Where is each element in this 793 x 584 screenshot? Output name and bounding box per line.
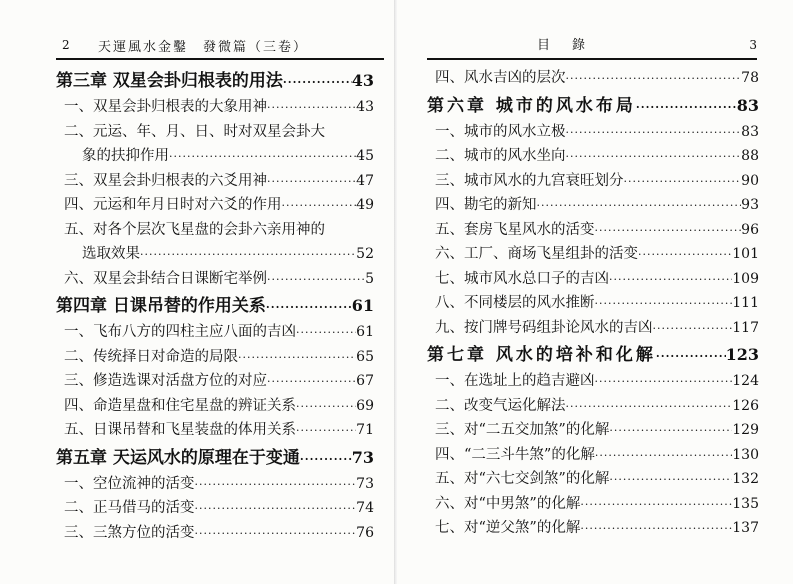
- toc-entry-title: 二、元运、年、月、日、时对双星会卦大: [64, 123, 325, 140]
- toc-chapter-entry: [427, 340, 759, 369]
- toc-section-entry: [427, 267, 759, 292]
- toc-section-entry: [56, 169, 374, 194]
- left-running-title: 天運風水金鑿 發微篇（三卷）: [98, 40, 309, 55]
- toc-entry-title: 七、城市风水总口子的吉凶: [435, 270, 609, 287]
- toc-page-number: 76: [356, 524, 374, 541]
- left-page-header: [56, 32, 384, 60]
- toc-leader-dots: [609, 268, 732, 293]
- toc-entry-title: 四、风水吉凶的层次: [435, 70, 566, 86]
- toc-leader-dots: [624, 170, 742, 195]
- toc-page-number: 96: [741, 221, 759, 238]
- toc-page-number: 130: [732, 446, 759, 463]
- toc-leader-dots: [595, 219, 742, 244]
- toc-section-entry: [56, 120, 374, 145]
- toc-entry-title: 八、不同楼层的风水推断: [435, 295, 595, 311]
- toc-section-entry: [56, 144, 374, 169]
- toc-entry-title: 第六章 城市的风水布局: [427, 95, 636, 116]
- toc-leader-dots: [595, 292, 733, 317]
- toc-section-entry: [56, 267, 374, 292]
- toc-leader-dots: [296, 419, 356, 444]
- toc-leader-dots: [296, 395, 356, 420]
- toc-page-number: 117: [732, 319, 759, 336]
- toc-page-number: 83: [736, 95, 759, 115]
- toc-entry-title: 五、日课吊替和飞星装盘的体用关系: [64, 422, 296, 438]
- toc-page-number: 88: [741, 148, 759, 164]
- toc-chapter-entry: [427, 91, 759, 120]
- toc-page-number: 73: [351, 447, 374, 467]
- toc-section-entry: [427, 394, 759, 419]
- toc-page-number: 137: [732, 520, 759, 536]
- toc-entry-title: 六、对“中男煞”的化解: [435, 495, 581, 512]
- toc-leader-dots: [595, 370, 733, 395]
- toc-entry-title: 二、传统择日对命造的局限: [64, 348, 238, 365]
- toc-leader-dots: [267, 370, 356, 395]
- toc-entry-title: 一、城市的风水立极: [435, 123, 566, 140]
- toc-section-entry: [56, 320, 374, 345]
- toc-page-number: 135: [732, 495, 759, 512]
- toc-page-number: 65: [356, 348, 374, 365]
- toc-entry-title: 第五章 天运风水的原理在于变通: [56, 447, 300, 468]
- toc-entry-title: 六、双星会卦结合日课断宅举例: [64, 270, 267, 287]
- toc-leader-dots: [296, 321, 356, 346]
- toc-section-entry: [56, 472, 374, 497]
- toc-page-number: 74: [356, 500, 374, 516]
- toc-leader-dots: [282, 194, 357, 219]
- toc-chapter-entry: [56, 66, 374, 95]
- toc-leader-dots: [566, 395, 733, 420]
- toc-entry-title: 一、飞布八方的四柱主应八面的吉凶: [64, 324, 296, 340]
- toc-section-entry: [427, 516, 759, 541]
- toc-page-number: 45: [356, 148, 374, 164]
- toc-section-entry: [56, 369, 374, 394]
- toc-page-number: 5: [365, 270, 374, 287]
- toc-page-number: 90: [741, 172, 759, 189]
- toc-leader-dots: [609, 468, 732, 493]
- toc-entry-title: 六、工厂、商场飞星组卦的活变: [435, 246, 638, 262]
- toc-leader-dots: [566, 145, 742, 170]
- toc-section-entry: [427, 369, 759, 394]
- toc-entry-title: 三、修造选课对活盘方位的对应: [64, 373, 267, 389]
- toc-page-number: 73: [356, 475, 374, 492]
- toc-section-entry: [427, 443, 759, 468]
- toc-entry-title: 四、元运和年月日时对六爻的作用: [64, 197, 282, 213]
- toc-section-entry: [427, 193, 759, 218]
- toc-leader-dots: [580, 493, 732, 518]
- toc-leader-dots: [195, 473, 357, 498]
- toc-section-entry: [427, 291, 759, 316]
- toc-entry-title: 四、“二三斗牛煞”的化解: [435, 446, 595, 463]
- right-page: [397, 0, 793, 584]
- toc-section-entry: [427, 467, 759, 492]
- toc-page-number: 71: [356, 422, 374, 438]
- toc-chapter-entry: [56, 443, 374, 472]
- toc-page-number: 83: [741, 123, 759, 140]
- toc-entry-title: 五、套房飞星风水的活变: [435, 221, 595, 238]
- toc-page-number: 101: [732, 246, 759, 262]
- toc-page-number: 47: [356, 172, 374, 189]
- right-page-number: 3: [749, 38, 757, 52]
- toc-chapter-entry: [56, 291, 374, 320]
- toc-section-entry: [56, 95, 374, 120]
- toc-page-number: 129: [732, 422, 759, 438]
- toc-leader-dots: [169, 145, 356, 170]
- toc-leader-dots: [566, 67, 742, 92]
- toc-section-entry: [56, 521, 374, 546]
- toc-page-number: 52: [356, 246, 374, 262]
- toc-section-entry: [427, 492, 759, 517]
- toc-entry-title: 三、对“二五交加煞”的化解: [435, 422, 610, 438]
- toc-page-number: 126: [732, 397, 759, 414]
- toc-section-entry: [427, 66, 759, 91]
- right-running-title: 目錄: [537, 38, 608, 53]
- toc-page-number: 43: [351, 71, 374, 90]
- toc-page-number: 49: [356, 197, 374, 213]
- toc-page-number: 124: [732, 373, 759, 389]
- toc-leader-dots: [283, 68, 352, 97]
- toc-section-entry: [56, 218, 374, 243]
- toc-entry-title: 第四章 日课吊替的作用关系: [56, 296, 266, 316]
- toc-entry-title: 七、对“逆父煞”的化解: [435, 520, 581, 536]
- toc-leader-dots: [266, 293, 352, 322]
- toc-section-entry: [427, 242, 759, 267]
- toc-entry-title: 二、正马借马的活变: [64, 500, 195, 516]
- toc-leader-dots: [636, 93, 737, 122]
- toc-entry-title: 四、命造星盘和住宅星盘的辨证关系: [64, 397, 296, 414]
- toc-page-number: 67: [356, 373, 374, 389]
- toc-section-entry: [56, 345, 374, 370]
- left-page: [0, 0, 396, 584]
- left-toc: [56, 66, 374, 545]
- toc-leader-dots: [140, 243, 356, 268]
- toc-page-number: 93: [741, 197, 759, 213]
- right-toc: [427, 66, 759, 541]
- toc-entry-title: 三、三煞方位的活变: [64, 524, 195, 541]
- right-page-header: [427, 32, 757, 60]
- toc-page-number: 43: [356, 99, 374, 115]
- toc-page-number: 123: [725, 345, 759, 364]
- toc-leader-dots: [580, 517, 732, 542]
- toc-leader-dots: [195, 522, 357, 547]
- toc-leader-dots: [267, 96, 356, 121]
- toc-leader-dots: [638, 243, 732, 268]
- toc-entry-title: 五、对各个层次飞星盘的会卦六亲用神的: [64, 221, 325, 238]
- toc-page-number: 61: [356, 324, 374, 340]
- toc-section-entry: [56, 242, 374, 267]
- toc-section-entry: [427, 418, 759, 443]
- toc-section-entry: [56, 394, 374, 419]
- toc-entry-title: 第七章 风水的培补和化解: [427, 345, 656, 365]
- toc-section-entry: [427, 144, 759, 169]
- toc-section-entry: [56, 418, 374, 443]
- toc-page-number: 78: [741, 70, 759, 86]
- toc-entry-title: 象的扶抑作用: [82, 148, 169, 164]
- toc-entry-title: 九、按门牌号码组卦论风水的吉凶: [435, 319, 653, 336]
- toc-leader-dots: [267, 170, 356, 195]
- toc-leader-dots: [300, 445, 352, 474]
- toc-section-entry: [56, 496, 374, 521]
- toc-page-number: 132: [732, 471, 759, 487]
- left-page-number: 2: [62, 38, 70, 52]
- toc-entry-title: 三、双星会卦归根表的六爻用神: [64, 172, 267, 189]
- toc-section-entry: [427, 218, 759, 243]
- toc-leader-dots: [656, 342, 726, 371]
- toc-entry-title: 二、改变气运化解法: [435, 397, 566, 414]
- toc-leader-dots: [195, 497, 357, 522]
- toc-page-number: 109: [732, 270, 759, 287]
- toc-leader-dots: [537, 194, 742, 219]
- toc-leader-dots: [566, 121, 742, 146]
- toc-section-entry: [427, 169, 759, 194]
- toc-section-entry: [427, 316, 759, 341]
- toc-leader-dots: [267, 268, 365, 293]
- toc-entry-title: 一、在选址上的趋吉避凶: [435, 373, 595, 389]
- toc-leader-dots: [609, 419, 732, 444]
- toc-entry-title: 二、城市的风水坐向: [435, 148, 566, 164]
- toc-section-entry: [56, 193, 374, 218]
- toc-entry-title: 第三章 双星会卦归根表的用法: [56, 71, 283, 91]
- toc-entry-title: 一、双星会卦归根表的大象用神: [64, 99, 267, 115]
- toc-entry-title: 三、城市风水的九宫衰旺划分: [435, 172, 624, 189]
- toc-leader-dots: [653, 317, 733, 342]
- toc-entry-title: 五、对“六七交剑煞”的化解: [435, 471, 610, 487]
- toc-leader-dots: [595, 444, 732, 469]
- toc-page-number: 61: [351, 296, 374, 315]
- toc-entry-title: 一、空位流神的活变: [64, 475, 195, 492]
- toc-entry-title: 四、勘宅的新知: [435, 197, 537, 213]
- toc-page-number: 111: [732, 295, 759, 311]
- toc-section-entry: [427, 120, 759, 145]
- toc-page-number: 69: [356, 397, 374, 414]
- toc-entry-title: 选取效果: [82, 246, 140, 262]
- toc-leader-dots: [238, 346, 356, 371]
